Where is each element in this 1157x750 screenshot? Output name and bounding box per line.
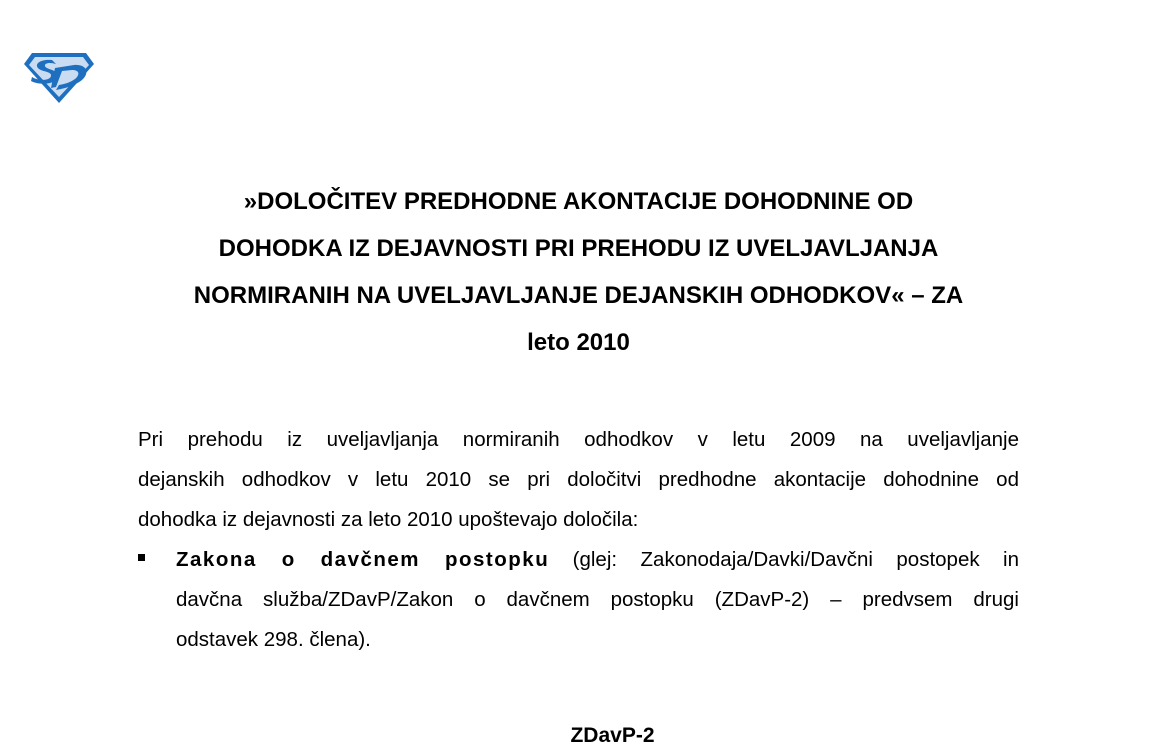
- square-bullet-icon: [138, 554, 145, 561]
- shield-logo-graphic: [22, 50, 96, 104]
- document-title: [100, 178, 1057, 366]
- bullet-line-1: [176, 540, 1019, 580]
- title-line-1: »DOLOČITEV PREDHODNE AKONTACIJE DOHODNINE OD: [243, 188, 914, 215]
- sd-logo-icon: [22, 50, 96, 104]
- intro-line-3: dohodka iz dejavnosti za leto 2010 upoštevajo določila:: [138, 508, 639, 531]
- bullet-line-1-rest: (glej: Zakonodaja/Davki/Davčni postopek in: [549, 548, 1019, 571]
- bullet-line-3: odstavek 298. člena).: [176, 628, 371, 651]
- title-line-4: leto 2010: [527, 329, 630, 356]
- bullet-content: [176, 540, 1019, 660]
- intro-paragraph: [138, 420, 1019, 540]
- law-name: Zakona o davčnem postopku: [176, 548, 550, 571]
- title-line-2: DOHODKA IZ DEJAVNOSTI PRI PREHODU IZ UVELJAVLJANJA: [218, 235, 939, 262]
- intro-line-2: dejanskih odhodkov v letu 2010 se pri določitvi predhodne akontacije dohodnine od: [138, 468, 1019, 491]
- intro-line-1: Pri prehodu iz uveljavljanja normiranih odhodkov v letu 2009 na uveljavljanje: [138, 428, 1019, 451]
- title-line-3: NORMIRANIH NA UVELJAVLJANJE DEJANSKIH ODHODKOV« – ZA: [193, 282, 964, 309]
- bullet-line-2: davčna služba/ZDavP/Zakon o davčnem postopku (ZDavP-2) – predvsem drugi: [176, 588, 1019, 611]
- section-heading: ZDavP-2: [570, 724, 655, 747]
